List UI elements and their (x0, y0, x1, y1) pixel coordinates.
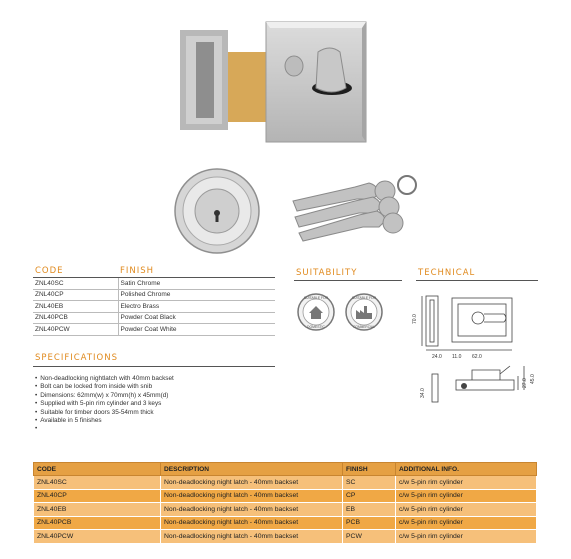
finish-cell: EB (343, 503, 396, 517)
finish-name: Polished Chrome (118, 289, 275, 301)
code-column-header: CODE (34, 463, 161, 476)
suitability-rule (294, 280, 402, 281)
spec-item: • Dimensions: 62mm(w) x 70mm(h) x 45mm(d) (35, 392, 275, 400)
finish-cell: PCB (343, 516, 396, 530)
badge-domestic-text: DOMESTIC (307, 325, 325, 329)
spec-item: • Bolt can be locked from inside with snib (35, 383, 275, 391)
spec-item: • Available in 5 finishes (35, 417, 275, 425)
table-row (34, 489, 537, 503)
dim-d2: 27.0 (522, 378, 528, 388)
finish-cell: CP (343, 489, 396, 503)
rim-cylinder-image (172, 166, 262, 256)
table-row (33, 278, 275, 290)
spec-item: • Non-deadlocking nightlatch with 40mm backset (35, 375, 275, 383)
code-cell: ZNL40PCB (34, 516, 161, 530)
spec-item: • Supplied with 5-pin rim cylinder and 3 keys (35, 400, 275, 408)
specifications-list (35, 375, 275, 434)
code-cell: ZNL40SC (34, 476, 161, 490)
description-cell: Non-deadlocking night latch - 40mm backset (161, 476, 343, 490)
nightlatch-product-image (170, 8, 380, 158)
spec-item (35, 425, 275, 433)
finish-name: Powder Coat White (118, 324, 275, 336)
finish-code: ZNL40SC (33, 278, 118, 290)
dim-w1: 24.0 (432, 354, 442, 360)
finish-column-header: FINISH (343, 463, 396, 476)
domestic-suitability-badge (296, 292, 336, 332)
badge-top-text: SUITABLE FOR (303, 296, 329, 300)
description-cell: Non-deadlocking night latch - 40mm backset (161, 489, 343, 503)
info-cell: c/w 5-pin rim cylinder (396, 489, 537, 503)
code-cell: ZNL40CP (34, 489, 161, 503)
keys-image (285, 165, 425, 245)
description-column-header: DESCRIPTION (161, 463, 343, 476)
finish-table (33, 264, 275, 336)
badge-top-text: SUITABLE FOR (351, 296, 377, 300)
description-cell: Non-deadlocking night latch - 40mm backset (161, 503, 343, 517)
table-row (33, 301, 275, 313)
table-row (33, 289, 275, 301)
dim-depth: 45.0 (530, 374, 536, 384)
info-cell: c/w 5-pin rim cylinder (396, 476, 537, 490)
table-row (34, 516, 537, 530)
commercial-suitability-badge (344, 292, 384, 332)
description-cell: Non-deadlocking night latch - 40mm backset (161, 516, 343, 530)
code-heading: CODE (33, 264, 118, 278)
table-row (34, 530, 537, 544)
finish-cell: PCW (343, 530, 396, 544)
finish-code: ZNL40PCW (33, 324, 118, 336)
finish-name: Electro Brass (118, 301, 275, 313)
finish-code: ZNL40CP (33, 289, 118, 301)
specifications-heading: SPECIFICATIONS (35, 353, 118, 363)
finish-code: ZNL40EB (33, 301, 118, 313)
table-row (34, 503, 537, 517)
info-cell: c/w 5-pin rim cylinder (396, 530, 537, 544)
finish-name: Satin Chrome (118, 278, 275, 290)
finish-heading: FINISH (118, 264, 275, 278)
badge-commercial-text: COMMERCIAL (353, 325, 375, 329)
dim-w3: 62.0 (472, 354, 482, 360)
info-cell: c/w 5-pin rim cylinder (396, 503, 537, 517)
additional-info-column-header: ADDITIONAL INFO. (396, 463, 537, 476)
technical-rule (416, 280, 538, 281)
dim-w2: 11.0 (452, 354, 462, 360)
code-cell: ZNL40EB (34, 503, 161, 517)
spec-item: • Suitable for timber doors 35-54mm thick (35, 409, 275, 417)
suitability-heading: SUITABILITY (296, 268, 358, 278)
finish-name: Powder Coat Black (118, 312, 275, 324)
table-row (34, 476, 537, 490)
technical-heading: TECHNICAL (418, 268, 476, 278)
product-table (33, 462, 537, 544)
table-row (33, 324, 275, 336)
description-cell: Non-deadlocking night latch - 40mm backset (161, 530, 343, 544)
info-cell: c/w 5-pin rim cylinder (396, 516, 537, 530)
specifications-rule (33, 366, 275, 367)
finish-code: ZNL40PCB (33, 312, 118, 324)
dim-side: 34.0 (420, 388, 426, 398)
table-row (33, 312, 275, 324)
dim-height: 70.0 (412, 314, 418, 324)
finish-cell: SC (343, 476, 396, 490)
code-cell: ZNL40PCW (34, 530, 161, 544)
technical-drawing (412, 286, 542, 416)
